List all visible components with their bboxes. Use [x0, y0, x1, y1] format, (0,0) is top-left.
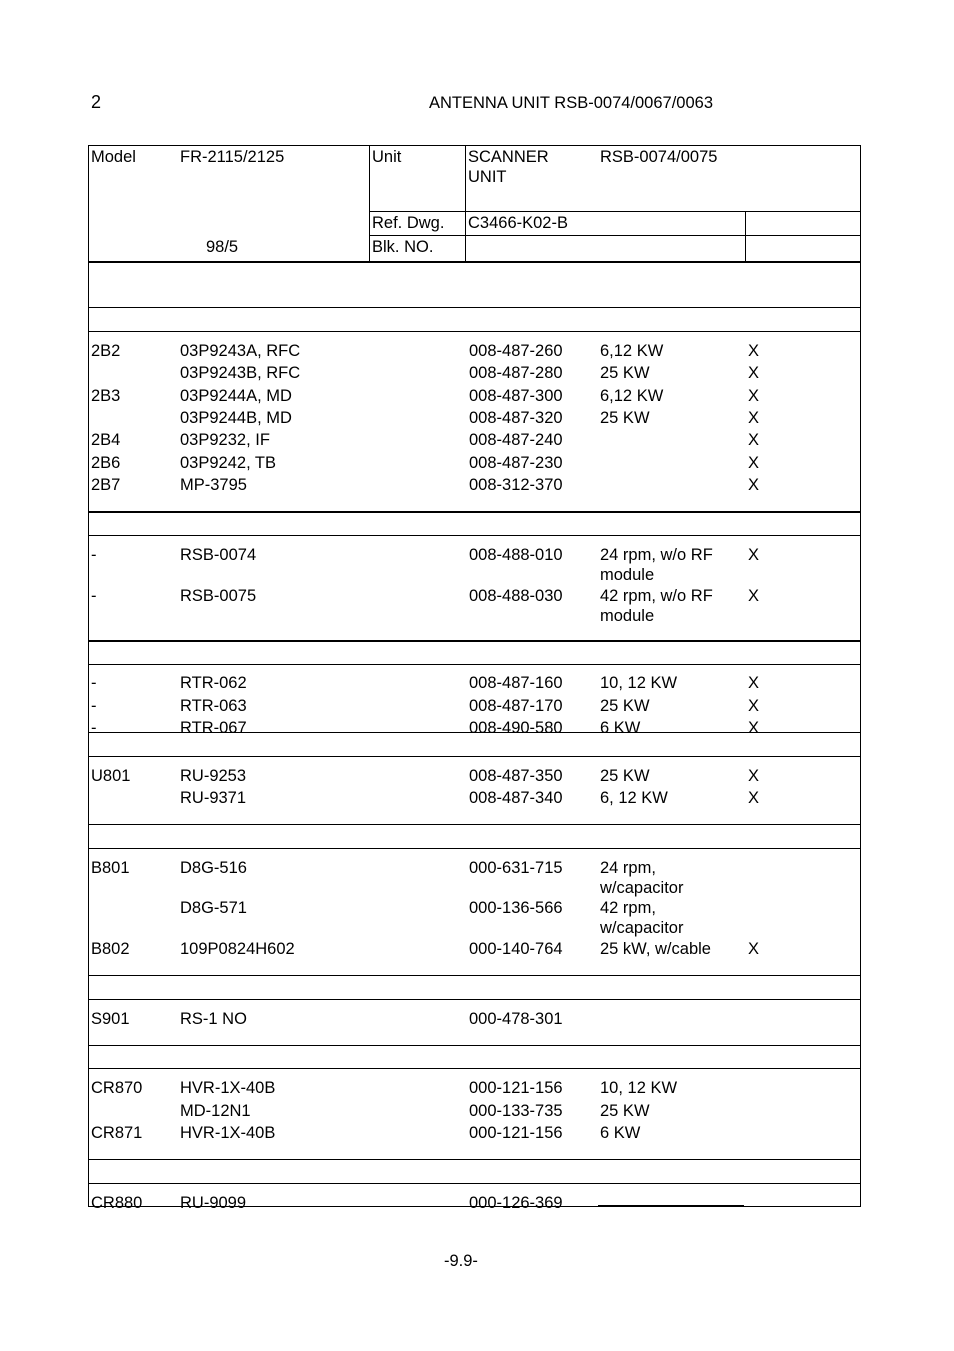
cell-part: 03P9244B, MD	[180, 409, 292, 427]
section-divider	[88, 535, 861, 536]
cell-sym: CR870	[91, 1079, 143, 1097]
cell-part: RU-9253	[180, 767, 247, 785]
cell-part: 03P9243B, RFC	[180, 364, 301, 382]
section-divider	[88, 511, 861, 512]
cell-part: RU-9371	[180, 789, 247, 807]
cell-x: X	[748, 587, 760, 605]
cell-x: X	[748, 674, 760, 692]
cell-sym: 2B2	[91, 342, 121, 360]
section-divider	[88, 640, 861, 642]
cell-remark: 6, 12 KW	[600, 789, 668, 807]
page-number: 2	[91, 92, 102, 112]
cell-remark: 25 KW	[600, 364, 650, 382]
cell-part: D8G-516	[180, 859, 247, 877]
model-label: Model	[91, 148, 136, 166]
section-divider	[88, 848, 861, 849]
cell-code: 008-488-030	[469, 587, 563, 605]
cell-code: 008-490-580	[469, 719, 563, 737]
cell-code: 000-140-764	[469, 940, 563, 958]
cell-part: MP-3795	[180, 476, 247, 494]
cell-sym: -	[91, 587, 97, 605]
cell-sym: S901	[91, 1010, 130, 1028]
cell-remark: 25 KW	[600, 1102, 650, 1120]
model-value: FR-2115/2125	[180, 148, 285, 166]
cell-code: 000-121-156	[469, 1079, 563, 1097]
cell-sym: U801	[91, 767, 131, 785]
section-divider	[88, 664, 861, 665]
cell-code: 008-312-370	[469, 476, 563, 494]
cell-remark: 25 KW	[600, 697, 650, 715]
cell-x: X	[748, 409, 760, 427]
cell-remark: 25 kW, w/cable	[600, 940, 711, 958]
cell-code: 008-487-280	[469, 364, 563, 382]
cell-remark: 42 rpm, w/capacitor	[600, 899, 684, 937]
section-divider	[88, 824, 861, 825]
cell-remark: 25 KW	[600, 409, 650, 427]
cell-code: 008-487-340	[469, 789, 563, 807]
date-value: 98/5	[206, 238, 239, 256]
unit-model: RSB-0074/0075	[600, 148, 718, 166]
cell-sym: -	[91, 697, 97, 715]
section-divider	[88, 307, 861, 308]
cell-x: X	[748, 767, 760, 785]
cell-part: RS-1 NO	[180, 1010, 247, 1028]
cell-sym: -	[91, 674, 97, 692]
cell-part: HVR-1X-40B	[180, 1079, 276, 1097]
cell-part: RU-9099	[180, 1194, 247, 1212]
cell-part: RTR-067	[180, 719, 247, 737]
cell-remark: 6,12 KW	[600, 387, 664, 405]
cell-sym: -	[91, 546, 97, 564]
cell-x: X	[748, 454, 760, 472]
cell-code: 008-487-170	[469, 697, 563, 715]
cell-part: 03P9243A, RFC	[180, 342, 301, 360]
cell-code: 000-136-566	[469, 899, 563, 917]
cell-sym: CR871	[91, 1124, 143, 1142]
cell-code: 008-487-160	[469, 674, 563, 692]
cell-part: RTR-063	[180, 697, 247, 715]
section-divider	[88, 1045, 861, 1046]
cell-part: RTR-062	[180, 674, 247, 692]
cell-remark: 10, 12 KW	[600, 674, 678, 692]
cell-remark: 6 KW	[600, 1124, 641, 1142]
cell-x: X	[748, 476, 760, 494]
cell-code: 008-487-260	[469, 342, 563, 360]
cell-code: 008-487-240	[469, 431, 563, 449]
page-title: ANTENNA UNIT RSB-0074/0067/0063	[429, 94, 714, 112]
section-divider	[88, 1183, 861, 1184]
cell-x: X	[748, 364, 760, 382]
cell-sym: B802	[91, 940, 130, 958]
cell-remark: 25 KW	[600, 767, 650, 785]
cell-part: 03P9244A, MD	[180, 387, 292, 405]
cell-code: 008-487-320	[469, 409, 563, 427]
cell-sym: 2B6	[91, 454, 121, 472]
cell-part: HVR-1X-40B	[180, 1124, 276, 1142]
cell-x: X	[748, 387, 760, 405]
section-divider	[88, 331, 861, 332]
section-divider	[88, 1159, 861, 1160]
cell-x: X	[748, 342, 760, 360]
cell-part: 03P9242, TB	[180, 454, 277, 472]
refdwg-value: C3466-K02-B	[468, 214, 568, 232]
cell-x: X	[748, 546, 760, 564]
cell-remark: 6,12 KW	[600, 342, 664, 360]
cell-part: RSB-0075	[180, 587, 257, 605]
cell-sym: B801	[91, 859, 130, 877]
cell-remark: 24 rpm, w/o RF module	[600, 546, 713, 584]
page-footer: -9.9-	[444, 1252, 478, 1270]
cell-sym: 2B3	[91, 387, 121, 405]
cell-code: 000-133-735	[469, 1102, 563, 1120]
section-divider	[88, 975, 861, 976]
cell-code: 008-488-010	[469, 546, 563, 564]
cell-code: 000-121-156	[469, 1124, 563, 1142]
cell-part: RSB-0074	[180, 546, 257, 564]
cell-x: X	[748, 431, 760, 449]
cell-part: MD-12N1	[180, 1102, 251, 1120]
cell-sym: CR880	[91, 1194, 143, 1212]
cell-x: X	[748, 697, 760, 715]
cell-remark: 10, 12 KW	[600, 1079, 678, 1097]
refdwg-label: Ref. Dwg.	[372, 214, 445, 232]
cell-sym: -	[91, 719, 97, 737]
cell-x: X	[748, 940, 760, 958]
unit-label: Unit	[372, 148, 402, 166]
blk-label: Blk. NO.	[372, 238, 434, 256]
section-divider	[88, 756, 861, 757]
cell-part: D8G-571	[180, 899, 247, 917]
section-divider	[88, 999, 861, 1000]
cell-remark: 24 rpm, w/capacitor	[600, 859, 684, 897]
section-divider	[88, 732, 861, 733]
cell-sym: 2B7	[91, 476, 121, 494]
cell-code: 008-487-350	[469, 767, 563, 785]
cell-remark: 42 rpm, w/o RF module	[600, 587, 713, 625]
underline-rule	[598, 1205, 744, 1206]
cell-part: 03P9232, IF	[180, 431, 270, 449]
cell-code: 000-126-369	[469, 1194, 563, 1212]
cell-part: 109P0824H602	[180, 940, 295, 958]
cell-x: X	[748, 719, 760, 737]
cell-x: X	[748, 789, 760, 807]
cell-code: 008-487-300	[469, 387, 563, 405]
cell-remark: 6 KW	[600, 719, 641, 737]
section-divider	[88, 1068, 861, 1069]
unit-value: SCANNER UNIT	[468, 148, 549, 186]
cell-code: 000-478-301	[469, 1010, 563, 1028]
cell-sym: 2B4	[91, 431, 121, 449]
cell-code: 000-631-715	[469, 859, 563, 877]
cell-code: 008-487-230	[469, 454, 563, 472]
